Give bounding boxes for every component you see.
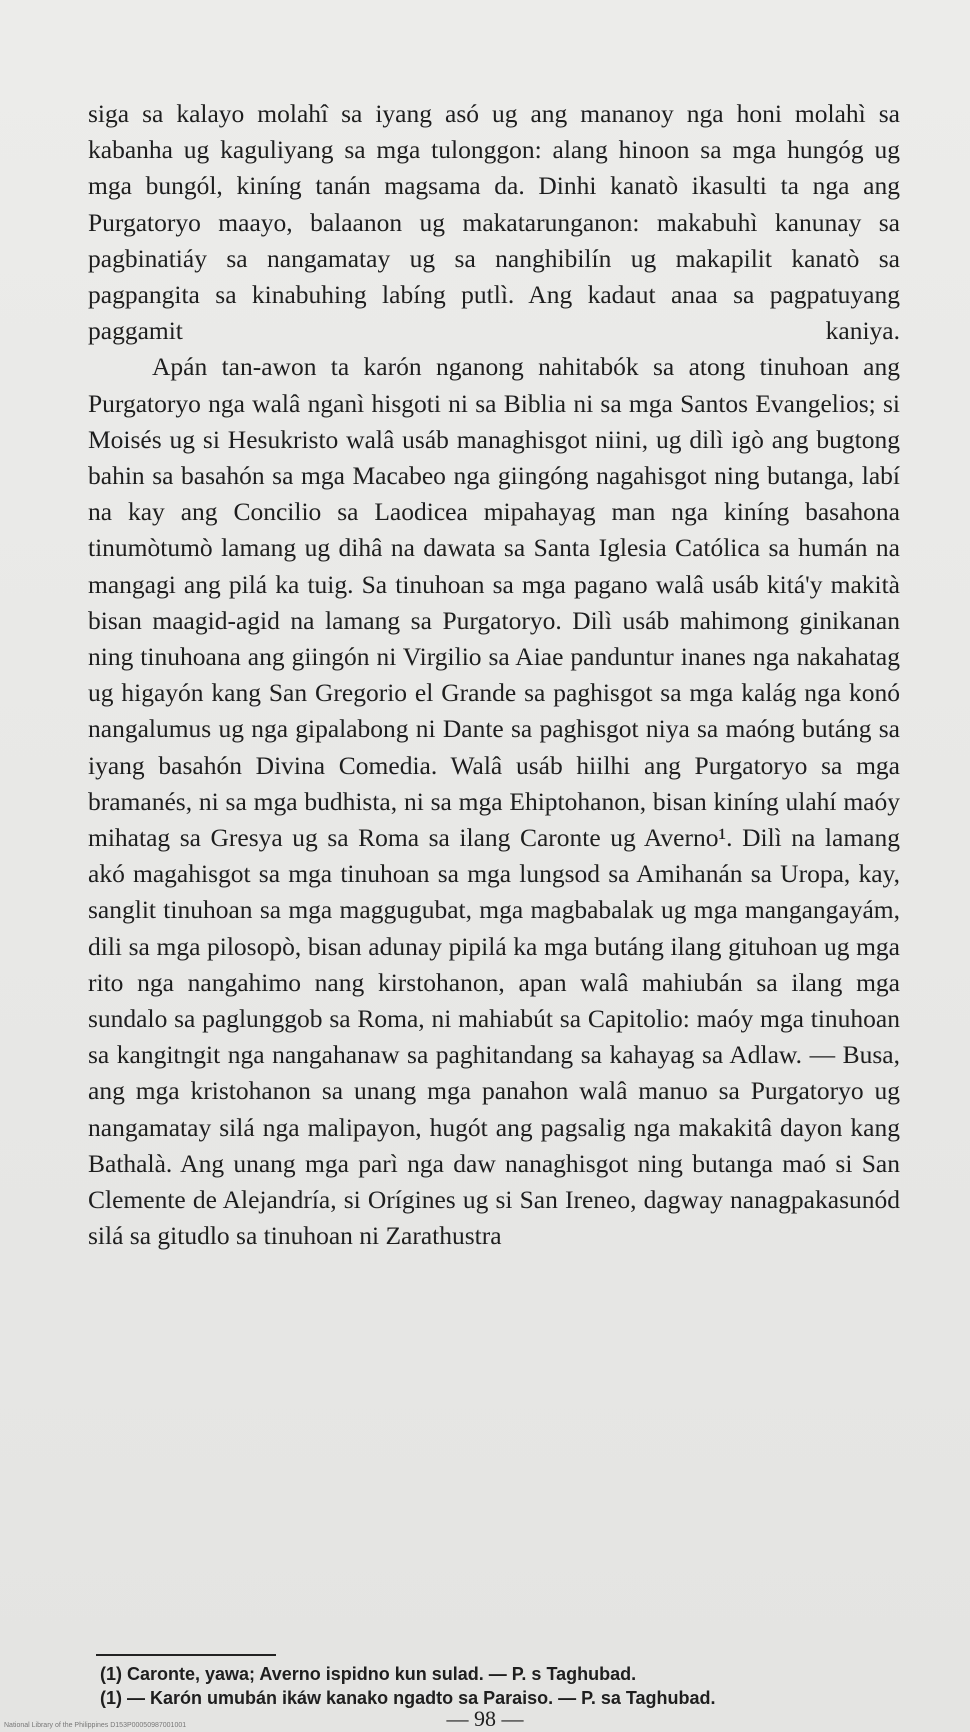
paragraph-1: siga sa kalayo molahî sa iyang asó ug ang mananoy nga honi molahì sa kabanha ug kaguliyang sa mga tulonggon: alang hinoon sa mga hungóg ug mga bungól, kiníng tanán magsama da. Dinhi kanatò ikasulti ta nga ang Purgatoryo maayo, balaanon ug makatarunganon: makabuhì kanunay sa pagbinatiáy sa nangamatay ug sa nanghibilín ug makapilit kanatò sa pagpangita sa kinabuhing labíng putlì. Ang kadaut anaa sa pagpatuyang paggamit kaniya.	[88, 99, 900, 346]
footnote-2-marker: (1)	[100, 1688, 122, 1708]
footnote-2-text: — Karón umubán ikáw kanako ngadto sa Paraiso. — P. sa Taghubad.	[127, 1688, 716, 1708]
footnote-1-marker: (1)	[100, 1664, 122, 1684]
footnotes	[100, 1662, 900, 1710]
scan-caption: National Library of the Philippines D153P00050987001001	[4, 1722, 187, 1729]
body-text	[88, 96, 900, 1255]
paragraph-2: Apán tan-awon ta karón nganong nahitabók sa atong tinuhoan ang Purgatoryo nga walâ nganì hisgoti ni sa Biblia ni sa mga Santos Evangelios; si Moisés ug si Hesukristo walâ usáb managhisgot niini, ug dilì igò ang bugtong bahin sa basahón sa mga Macabeo nga giingóng nagahisgot ning butanga, labí na kay ang Concilio sa Laodicea mipahayag man nga kiníng basahona tinumòtumò lamang ug dihâ na dawata sa Santa Iglesia Católica sa humán na mangagi ang pilá ka tuig. Sa tinuhoan sa mga pagano walâ usáb kitá'y makità bisan maagid-agid na lamang sa Purgatoryo. Dilì usáb mahimong ginikanan ning tinuhoana ang giingón ni Virgilio sa Aiae panduntur inanes nga nakahatag ug higayón kang San Gregorio el Grande sa paghisgot sa mga kalág nga konó nangalumus ug nga gipalabong ni Dante sa paghisgot niya sa maóng butáng sa iyang basahón Divina Comedia. Walâ usáb hiilhi ang Purgatoryo sa mga bramanés, ni sa mga budhista, ni sa mga Ehiptohanon, bisan kiníng ulahí maóy mihatag sa Gresya ug sa Roma sa ilang Caronte ug Averno¹. Dilì na lamang akó magahisgot sa mga tinuhoan sa mga lungsod sa Amihanán sa Uropa, kay, sanglit tinuhoan sa mga maggugubat, mga magbabalak ug mga mangangayám, dili sa mga pilosopò, bisan adunay pipilá ka mga butáng ilang gituhoan ug mga rito nga nangahimo nang kirstohanon, apan walâ mahiubán sa ilang mga sundalo sa paglunggob sa Roma, ni mahiabút sa Capitolio: maóy mga tinuhoan sa kangitngit nga nangahanaw sa paghitandang sa kahayag sa Adlaw. — Busa, ang mga kristohanon sa unang mga panahon walâ manuo sa Purgatoryo ug nangamatay silá nga malipayon, hugót ang pagsalig nga makakitâ dayon kang Bathalà. Ang unang mga parì nga daw nanaghisgot ning butanga maó si San Clemente de Alejandría, si Orígines ug si San Ireneo, dagway nanagpakasunód silá sa gitudlo sa tinuhoan ni Zarathustra	[88, 352, 900, 1251]
footnote-rule	[96, 1654, 276, 1656]
page-number: — 98 —	[446, 1706, 524, 1731]
footnote-1-text: Caronte, yawa; Averno ispidno kun sulad. — P. s Taghubad.	[127, 1664, 637, 1684]
footnote-1	[100, 1662, 900, 1686]
